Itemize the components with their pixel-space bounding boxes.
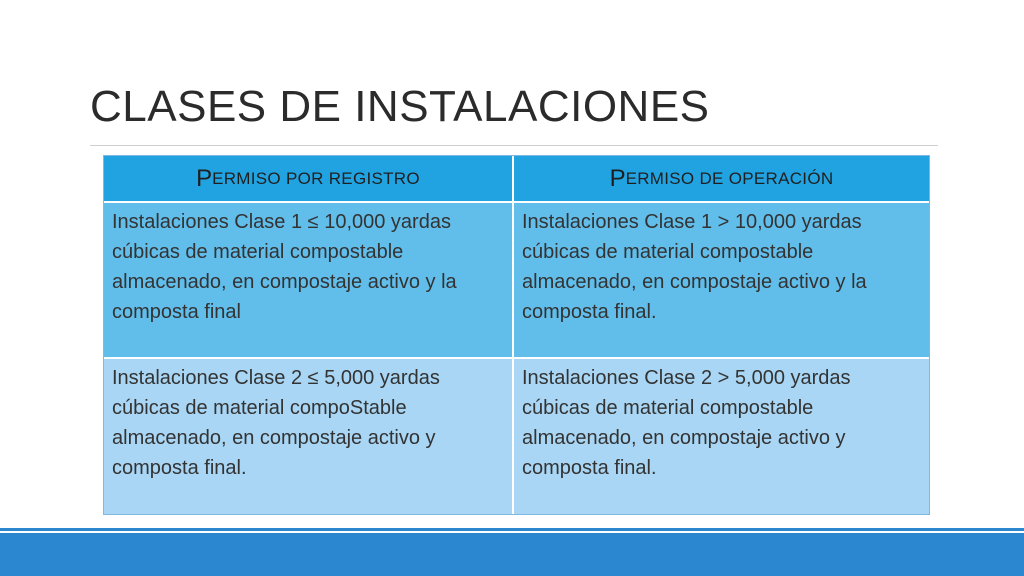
footer-bar <box>0 533 1024 576</box>
header-initial: P <box>196 164 213 192</box>
header-initial: P <box>609 164 626 192</box>
header-permiso-operacion <box>514 156 929 203</box>
header-rest: ERMISO DE OPERACIÓN <box>625 168 834 188</box>
table-cell: Instalaciones Clase 1 ≤ 10,000 yardas cúbicas de material compostable almacenado, en compostaje activo y la composta final <box>104 203 514 359</box>
table-cell: Instalaciones Clase 1 > 10,000 yardas cúbicas de material compostable almacenado, en compostaje activo y la composta final. <box>514 203 929 359</box>
title-divider <box>90 145 938 146</box>
header-rest: ERMISO POR REGISTRO <box>212 168 420 188</box>
footer-accent-line <box>0 528 1024 531</box>
table-cell: Instalaciones Clase 2 > 5,000 yardas cúbicas de material compostable almacenado, en compostaje activo y composta final. <box>514 359 929 514</box>
header-permiso-registro <box>104 156 514 203</box>
slide-title: CLASES DE INSTALACIONES <box>90 82 710 131</box>
table-cell: Instalaciones Clase 2 ≤ 5,000 yardas cúbicas de material compoStable almacenado, en compostaje activo y composta final. <box>104 359 514 514</box>
permits-table <box>103 155 930 515</box>
